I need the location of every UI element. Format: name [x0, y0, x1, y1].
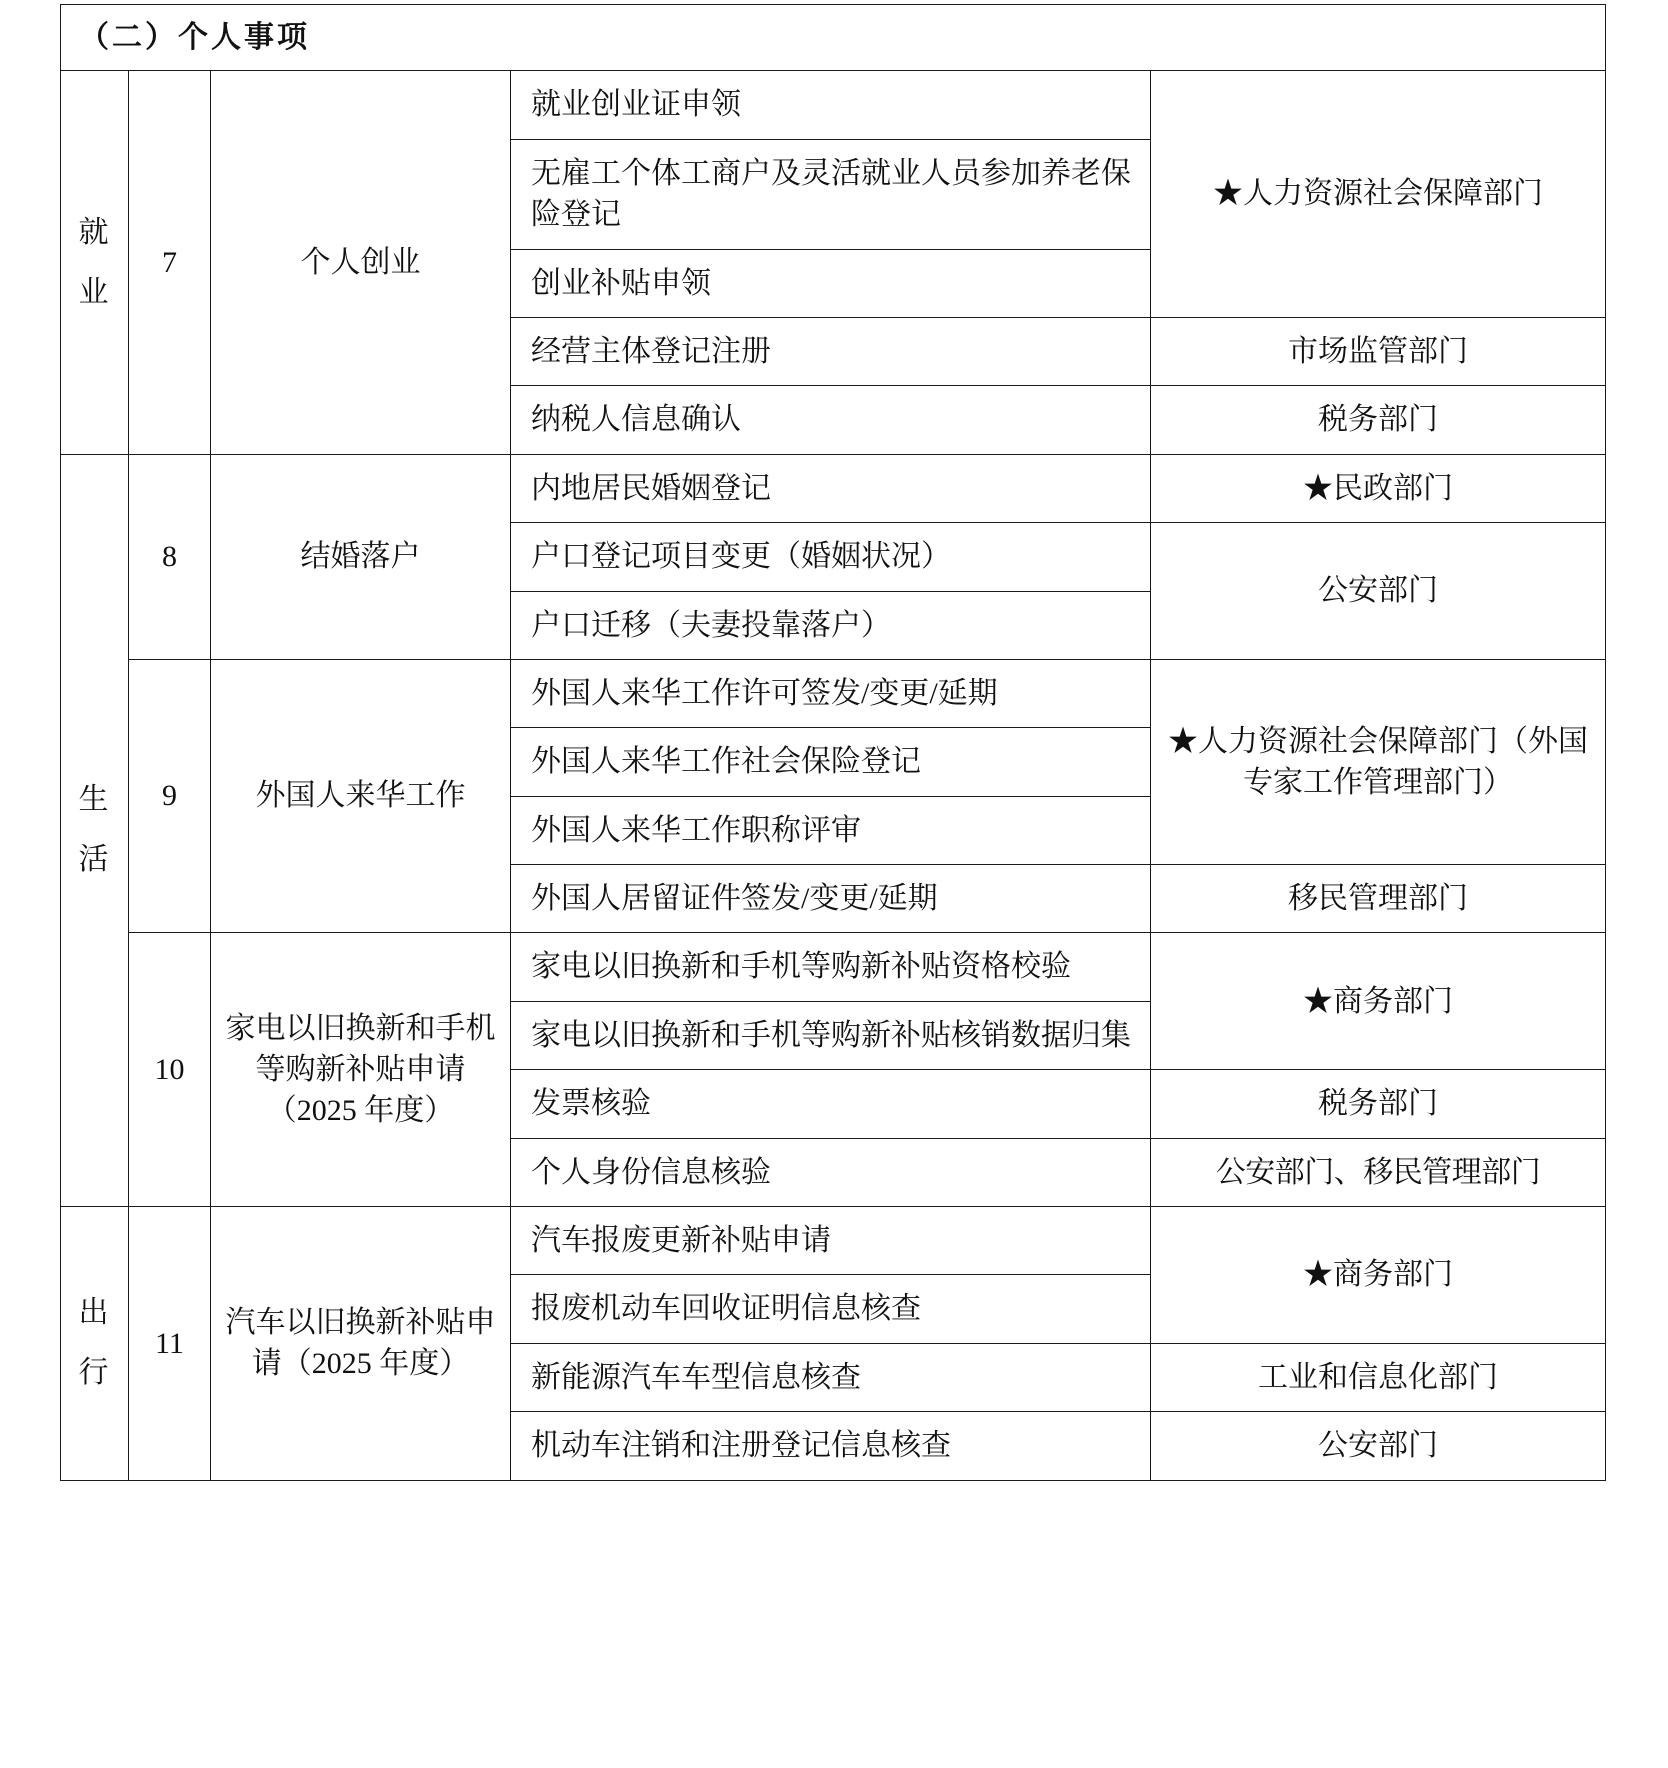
row-number: 10 [129, 933, 211, 1207]
department-cell: ★人力资源社会保障部门（外国专家工作管理部门） [1151, 659, 1606, 864]
row-number: 9 [129, 659, 211, 933]
row-number: 11 [129, 1207, 211, 1481]
table-row [61, 454, 1606, 522]
scene-cell: 结婚落户 [211, 454, 511, 659]
category-cell-travel [61, 1207, 129, 1481]
category-cell-life [61, 454, 129, 1206]
table-row [61, 933, 1606, 1001]
item-cell: 外国人来华工作职称评审 [511, 796, 1151, 864]
item-cell: 无雇工个体工商户及灵活就业人员参加养老保险登记 [511, 139, 1151, 249]
department-cell: 公安部门 [1151, 1412, 1606, 1480]
category-char: 出 [78, 1296, 111, 1330]
department-cell: ★民政部门 [1151, 454, 1606, 522]
category-char: 行 [78, 1356, 111, 1390]
item-cell: 外国人居留证件签发/变更/延期 [511, 865, 1151, 933]
scene-cell: 家电以旧换新和手机等购新补贴申请（2025 年度） [211, 933, 511, 1207]
item-cell: 新能源汽车车型信息核查 [511, 1343, 1151, 1411]
item-cell: 内地居民婚姻登记 [511, 454, 1151, 522]
item-cell: 户口登记项目变更（婚姻状况） [511, 523, 1151, 591]
item-cell: 户口迁移（夫妻投靠落户） [511, 591, 1151, 659]
department-cell: 税务部门 [1151, 1070, 1606, 1138]
department-cell: 公安部门、移民管理部门 [1151, 1138, 1606, 1206]
item-cell: 家电以旧换新和手机等购新补贴核销数据归集 [511, 1001, 1151, 1069]
table-row [61, 71, 1606, 139]
row-number: 7 [129, 71, 211, 454]
scene-cell: 汽车以旧换新补贴申请（2025 年度） [211, 1207, 511, 1481]
category-char: 业 [78, 275, 111, 309]
item-cell: 汽车报废更新补贴申请 [511, 1207, 1151, 1275]
item-cell: 发票核验 [511, 1070, 1151, 1138]
row-number: 8 [129, 454, 211, 659]
item-cell: 外国人来华工作社会保险登记 [511, 728, 1151, 796]
table-row [61, 659, 1606, 727]
item-cell: 家电以旧换新和手机等购新补贴资格校验 [511, 933, 1151, 1001]
table-section-heading-row [61, 5, 1606, 71]
department-cell: ★人力资源社会保障部门 [1151, 71, 1606, 318]
item-cell: 经营主体登记注册 [511, 317, 1151, 385]
item-cell: 报废机动车回收证明信息核查 [511, 1275, 1151, 1343]
item-cell: 就业创业证申领 [511, 71, 1151, 139]
table-row [61, 1207, 1606, 1275]
item-cell: 个人身份信息核验 [511, 1138, 1151, 1206]
department-cell: ★商务部门 [1151, 933, 1606, 1070]
category-char: 生 [78, 783, 111, 817]
item-cell: 纳税人信息确认 [511, 386, 1151, 454]
department-cell: 公安部门 [1151, 523, 1606, 660]
scene-cell: 外国人来华工作 [211, 659, 511, 933]
category-char: 活 [78, 843, 111, 877]
item-cell: 外国人来华工作许可签发/变更/延期 [511, 659, 1151, 727]
department-cell: 税务部门 [1151, 386, 1606, 454]
section-heading: （二）个人事项 [61, 5, 1606, 71]
item-cell: 机动车注销和注册登记信息核查 [511, 1412, 1151, 1480]
category-cell-employment [61, 71, 129, 454]
department-cell: ★商务部门 [1151, 1207, 1606, 1344]
item-cell: 创业补贴申领 [511, 249, 1151, 317]
department-cell: 移民管理部门 [1151, 865, 1606, 933]
department-cell: 市场监管部门 [1151, 317, 1606, 385]
personal-matters-table [60, 4, 1606, 1481]
scene-cell: 个人创业 [211, 71, 511, 454]
department-cell: 工业和信息化部门 [1151, 1343, 1606, 1411]
category-char: 就 [78, 215, 111, 249]
